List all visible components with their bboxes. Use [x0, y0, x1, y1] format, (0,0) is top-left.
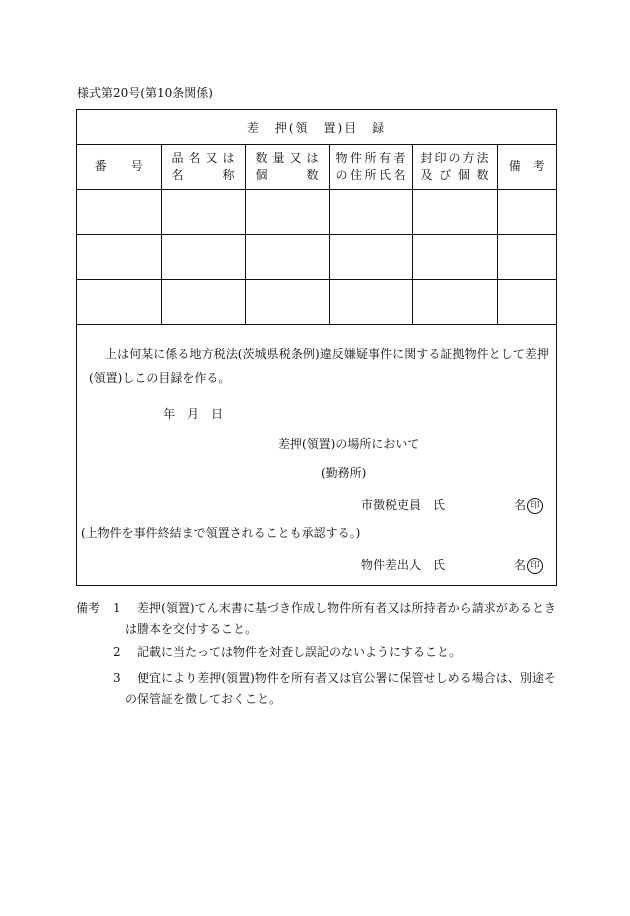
seal-mark-icon: 印 [527, 498, 543, 514]
header-quantity: 数量又は 個 数 [245, 144, 329, 190]
officer-label: 市徴税吏員 氏 [361, 498, 446, 512]
submitter-label: 物件差出人 氏 [361, 558, 446, 572]
note-text-content: 差押(領置)てん末書に基づき作成し物件所有者又は所持者から請求があるときは謄本を交付すること。 [125, 601, 556, 636]
table-header-row [77, 144, 556, 190]
table-cell [245, 235, 329, 280]
note-number: 3 [113, 671, 121, 685]
submitter-name-field [514, 556, 543, 574]
form-title: 差 押(領 置)目 録 [77, 110, 556, 145]
statement-body: 上は何某に係る地方税法(茨城県税条例)違反嫌疑事件に関する証拠物件として差押(領置)しこの目録を作る。 [89, 347, 549, 385]
consent-line: (上物件を事件終結まで領置されることも承認する。) [81, 526, 361, 540]
name-label: 名 [514, 498, 527, 512]
table-cell [77, 190, 161, 235]
header-number: 番 号 [77, 144, 161, 190]
table-row [77, 280, 556, 325]
table-cell [497, 190, 556, 235]
table-cell [77, 235, 161, 280]
table-cell [245, 280, 329, 325]
table-cell [329, 190, 412, 235]
office-line: (勤務所) [321, 466, 367, 480]
officer-name-field [514, 496, 543, 514]
note-number: 2 [113, 645, 121, 659]
note-number: 1 [113, 601, 121, 615]
table-cell [412, 280, 497, 325]
note-item [76, 598, 556, 642]
header-remarks: 備 考 [497, 144, 556, 190]
table-cell [412, 235, 497, 280]
note-text: 記載に当たっては物件を対査し誤記のないようにすること。 [137, 645, 462, 659]
table-cell [497, 235, 556, 280]
table-cell [497, 280, 556, 325]
note-text: 便宜により差押(領置)物件を所有者又は官公署に保管せしめる場合は、別途その保管証を徴しておくこと。 [125, 671, 556, 706]
header-item-name: 品名又は 名 称 [161, 144, 245, 190]
table-cell [161, 280, 245, 325]
table-cell [329, 235, 412, 280]
header-owner: 物件所有者 の住所氏名 [329, 144, 412, 190]
inventory-table [77, 144, 556, 325]
seal-mark-icon: 印 [527, 558, 543, 574]
form-number: 様式第20号(第10条関係) [77, 86, 213, 100]
table-cell [245, 190, 329, 235]
table-cell [161, 235, 245, 280]
name-label: 名 [514, 558, 527, 572]
notes-label: 備考 [76, 601, 101, 615]
table-cell [161, 190, 245, 235]
inventory-form [76, 109, 557, 586]
header-seal-method: 封印の方法 及び個数 [412, 144, 497, 190]
note-text [125, 598, 556, 640]
date-line: 年 月 日 [163, 407, 224, 421]
table-row [77, 235, 556, 280]
place-line: 差押(領置)の場所において [278, 437, 420, 451]
table-cell [329, 280, 412, 325]
table-cell [77, 280, 161, 325]
table-cell [412, 190, 497, 235]
table-row [77, 190, 556, 235]
